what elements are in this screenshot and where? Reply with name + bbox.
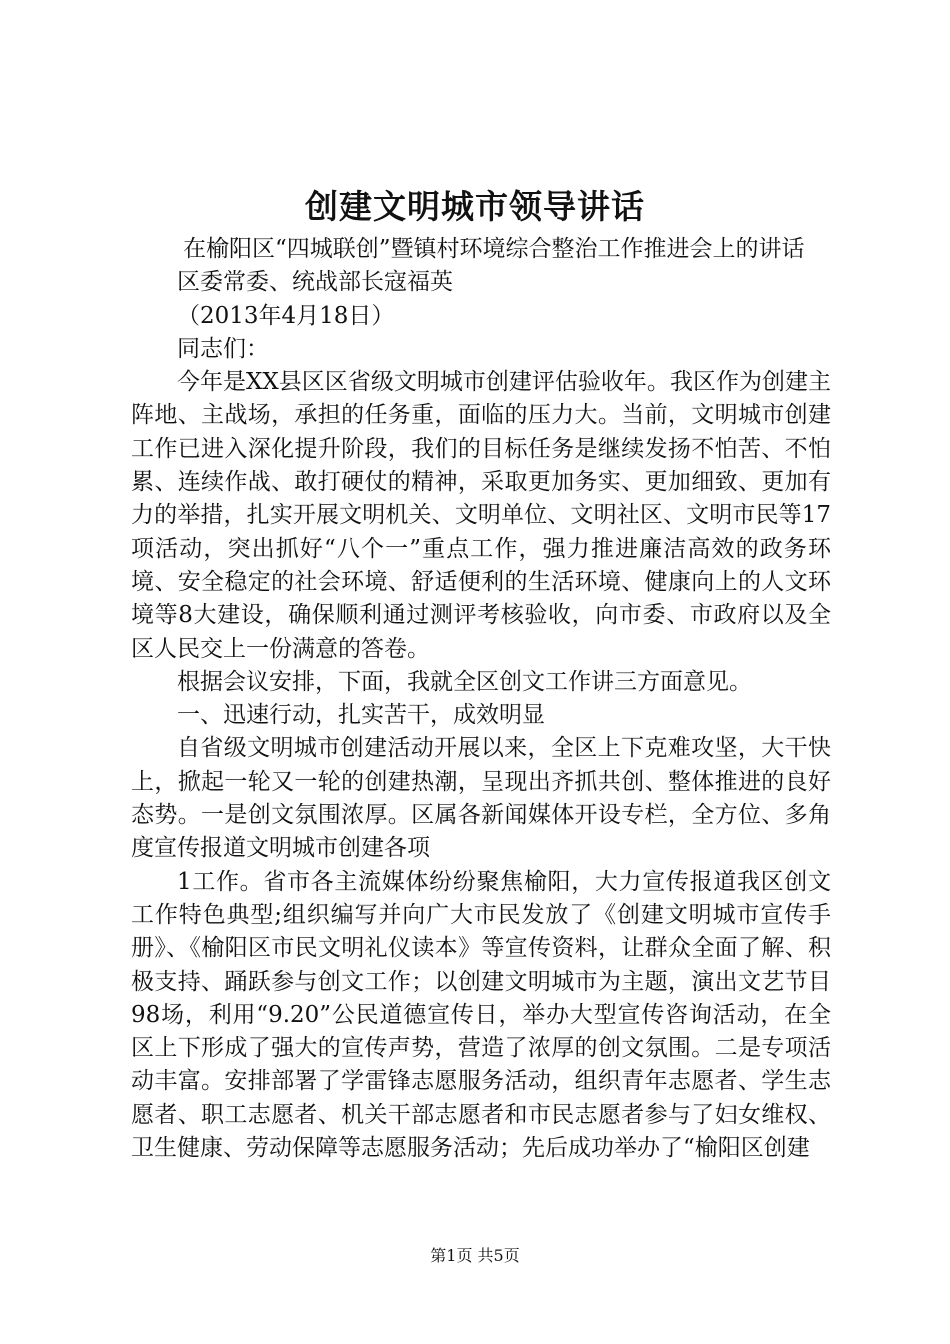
page-number: 第1页 共5页 <box>430 1246 520 1265</box>
body-paragraph: 根据会议安排，下面，我就全区创文工作讲三方面意见。 <box>177 668 752 695</box>
body-paragraph: 今年是XX县区区省级文明城市创建评估验收年。我区作为创建主阵地、主战场，承担的任务重，面临的压力大。当前，文明城市创建工作已进入深化提升阶段，我们的目标任务是继续发扬不怕苦、不怕累、连续作战、敢打硬仗的精神，采取更加务实、更加细致、更加有力的举措，扎实开展文明机关、文明单位、文明社区、文明市民等17项活动，突出抓好“八个一”重点工作，强力推进廉洁高效的政务环境、安全稳定的社会环境、舒适便利的生活环境、健康向上的人文环境等8大建设，确保顺利通过测评考核验收，向市委、市政府以及全区人民交上一份满意的答卷。 <box>131 369 831 662</box>
salutation: 同志们： <box>177 335 269 362</box>
document-body <box>131 233 831 1165</box>
speech-date: （2013年4月18日） <box>177 302 395 329</box>
speech-subtitle: 在榆阳区“四城联创”暨镇村环境综合整治工作推进会上的讲话 <box>183 236 805 262</box>
speaker-line: 区委常委、统战部长寇福英 <box>177 269 453 296</box>
document-title: 创建文明城市领导讲话 <box>305 187 645 226</box>
section-heading: 一、迅速行动，扎实苦干，成效明显 <box>177 702 545 729</box>
body-paragraph: 自省级文明城市创建活动开展以来，全区上下克难攻坚，大干快上，掀起一轮又一轮的创建热潮，呈现出齐抓共创、整体推进的良好态势。一是创文氛围浓厚。区属各新闻媒体开设专栏，全方位、多角度宣传报道文明城市创建各项 <box>131 735 831 862</box>
body-paragraph: 1工作。省市各主流媒体纷纷聚焦榆阳，大力宣传报道我区创文工作特色典型;组织编写并向广大市民发放了《创建文明城市宣传手册》、《榆阳区市民文明礼仪读本》等宣传资料，让群众全面了解、积极支持、踊跃参与创文工作；以创建文明城市为主题，演出文艺节目98场，利用“9.20”公民道德宣传日，举办大型宣传咨询活动，在全区上下形成了强大的宣传声势，营造了浓厚的创文氛围。二是专项活动丰富。安排部署了学雷锋志愿服务活动，组织青年志愿者、学生志愿者、职工志愿者、机关干部志愿者和市民志愿者参与了妇女维权、卫生健康、劳动保障等志愿服务活动；先后成功举办了“榆阳区创建 <box>131 868 831 1162</box>
